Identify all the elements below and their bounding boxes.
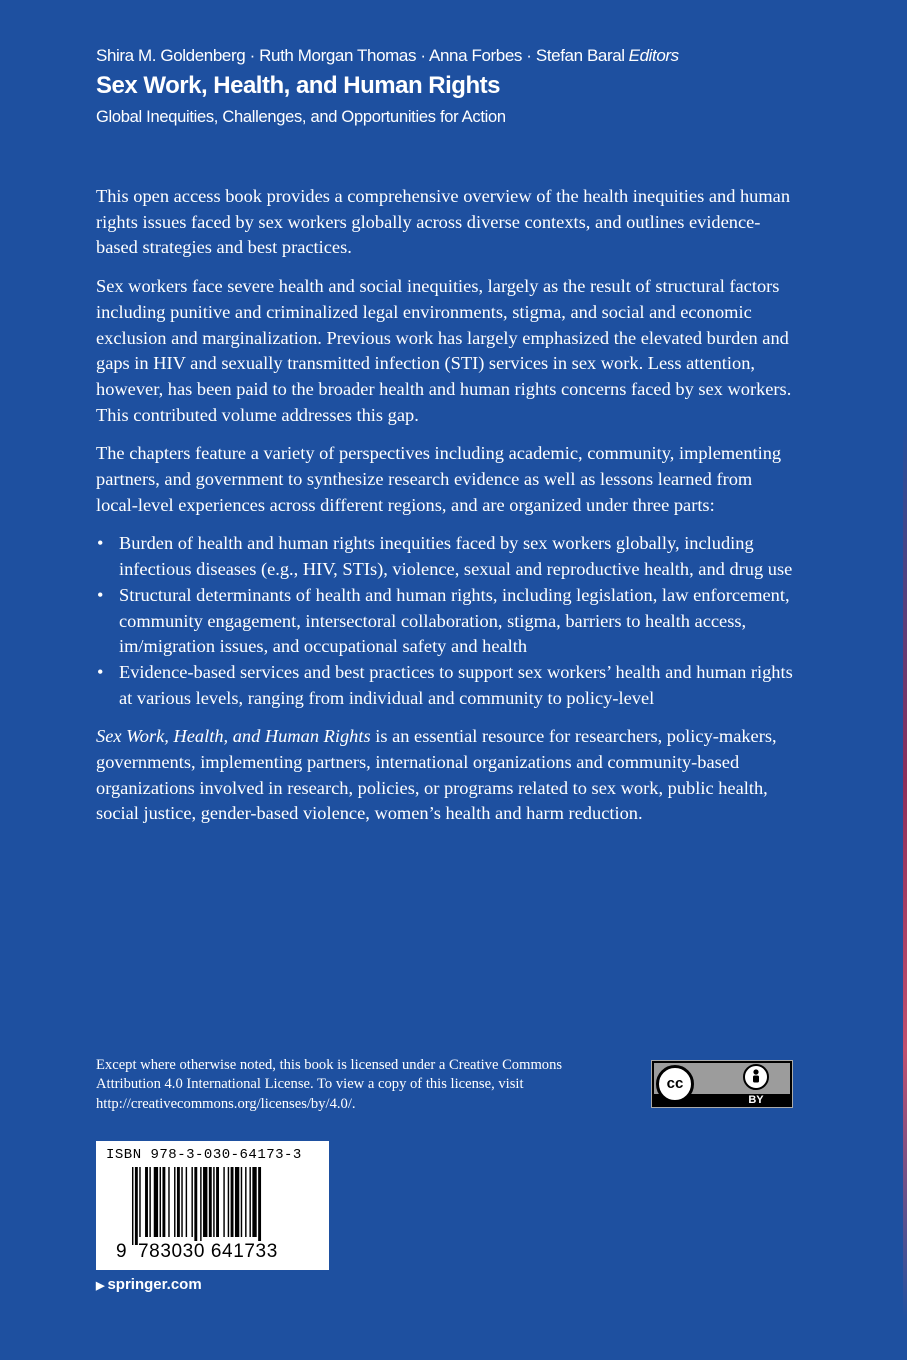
barcode-bar	[160, 1167, 161, 1237]
editor-names: Shira M. Goldenberg · Ruth Morgan Thomas · Anna Forbes · Stefan Baral	[96, 46, 625, 65]
publisher-link[interactable]	[96, 1276, 202, 1293]
arrow-right-icon: ▶	[96, 1280, 105, 1292]
barcode-bar	[154, 1167, 158, 1237]
barcode-bar	[231, 1167, 234, 1237]
barcode-bar	[186, 1167, 187, 1237]
barcode-bar	[135, 1167, 138, 1245]
parts-list	[96, 531, 796, 711]
barcode-bar	[162, 1167, 165, 1237]
barcode-bar	[241, 1167, 242, 1237]
description-body	[96, 184, 796, 840]
closing-italic-title: Sex Work, Health, and Human Rights	[96, 726, 371, 747]
barcode-bar	[209, 1167, 212, 1237]
editors-line	[96, 46, 816, 66]
barcode-bar	[200, 1167, 201, 1245]
attribution-person-icon	[743, 1064, 769, 1090]
barcode-bar	[194, 1167, 197, 1245]
barcode-bar	[168, 1167, 169, 1237]
by-label: BY	[748, 1094, 764, 1106]
isbn-barcode	[96, 1141, 329, 1270]
barcode-bar	[191, 1167, 192, 1237]
book-title: Sex Work, Health, and Human Rights	[96, 72, 500, 99]
barcode-bar	[223, 1167, 224, 1237]
barcode-bar	[235, 1167, 239, 1237]
barcode-bar	[228, 1167, 229, 1237]
barcode-bar	[245, 1167, 246, 1237]
barcode-bar	[203, 1167, 207, 1237]
publisher-url: springer.com	[107, 1276, 202, 1293]
paragraph-closing	[96, 724, 796, 827]
list-item: • Evidence-based services and best practices to support sex workers’ health and human rights at various levels, ranging from individual and community to policy-level	[96, 660, 796, 711]
barcode-bar	[149, 1167, 150, 1237]
barcode-bar	[258, 1167, 261, 1245]
cc-icon: cc	[656, 1065, 694, 1103]
barcode-first-digit: 9	[116, 1241, 127, 1262]
barcode-bar	[174, 1167, 175, 1237]
barcode-bars	[132, 1167, 302, 1245]
barcode-bar	[145, 1167, 148, 1237]
isbn-text: ISBN 978-3-030-64173-3	[106, 1147, 302, 1163]
barcode-bar	[216, 1167, 219, 1237]
paragraph-intro: This open access book provides a comprehensive overview of the health inequities and human rights issues faced by sex workers globally across diverse contexts, and outlines evidence-based strategies and best practices.	[96, 186, 791, 258]
barcode-bar	[139, 1167, 140, 1237]
barcode-bar	[181, 1167, 182, 1237]
book-subtitle: Global Inequities, Challenges, and Opportunities for Action	[96, 108, 506, 126]
closing-text: is an essential resource for researchers, policy-makers, governments, implementing partners, international organizations and community-based organizations involved in research, policies, or programs related to sex work, public health, social justice, gender-based violence, women’s health and harm reduction.	[96, 726, 777, 824]
cover-edge-stripe	[903, 420, 907, 1320]
paragraph-chapters: The chapters feature a variety of perspectives including academic, community, implementing partners, and government to synthesize research evidence as well as lessons learned from local-level experiences across different regions, and are organized under three parts:	[96, 443, 782, 515]
license-notice: Except where otherwise noted, this book is licensed under a Creative Commons Attribution 4.0 International License. To view a copy of this license, visit http://creativecommons.org/licenses/by/4.0/.	[96, 1057, 563, 1112]
editors-role: Editors	[628, 46, 679, 65]
list-item: • Burden of health and human rights inequities faced by sex workers globally, including infectious diseases (e.g., HIV, STIs), violence, sexual and reproductive health, and drug use	[96, 531, 796, 582]
barcode-bar	[252, 1167, 256, 1237]
paragraph-inequities: Sex workers face severe health and social inequities, largely as the result of structural factors including punitive and criminalized legal environments, stigma, and social and economic exclusion and marginalization. Previous work has largely emphasized the elevated burden and gaps in HIV and sexually transmitted infection (STI) services in sex work. Less attention, however, has been paid to the broader health and human rights concerns faced by sex workers. This contributed volume addresses this gap.	[96, 276, 792, 425]
barcode-bar	[213, 1167, 214, 1237]
barcode-bar	[177, 1167, 180, 1237]
book-header	[96, 46, 816, 127]
cc-by-badge[interactable]	[651, 1060, 793, 1108]
list-item: • Structural determinants of health and human rights, including legislation, law enforcement, community engagement, intersectoral collaboration, stigma, barriers to health access, im/migration issues, and occupational safety and health	[96, 583, 796, 660]
barcode-bar	[249, 1167, 250, 1237]
barcode-digits: 783030 641733	[138, 1241, 278, 1262]
barcode-bar	[132, 1167, 133, 1245]
